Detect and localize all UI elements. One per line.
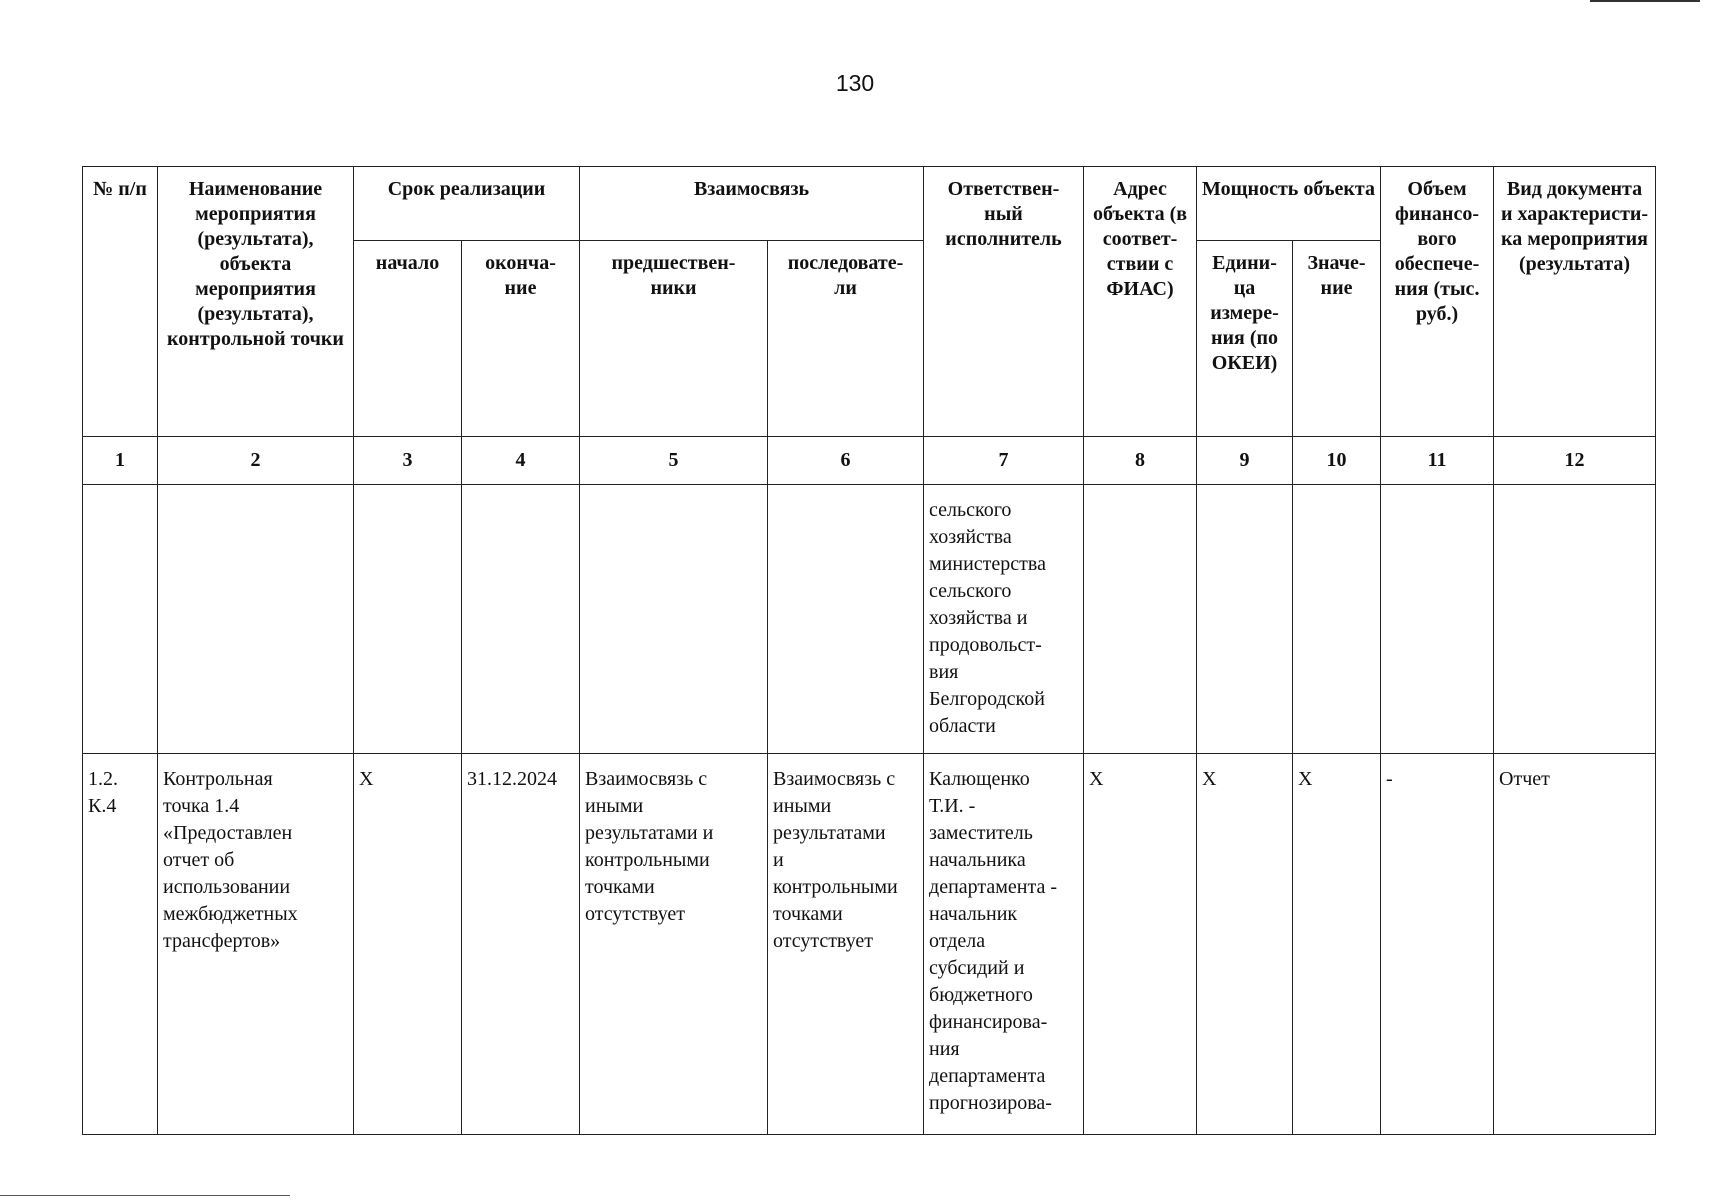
- cell-start: Х: [354, 754, 462, 1135]
- column-number: 6: [768, 437, 924, 485]
- header-relation-next: последовате- ли: [768, 241, 924, 437]
- top-rule: [1590, 0, 1700, 2]
- cell-finance: [1381, 485, 1494, 754]
- cell-finance: -: [1381, 754, 1494, 1135]
- cell-next: [768, 485, 924, 754]
- cell-prev: [580, 485, 768, 754]
- column-number: 10: [1293, 437, 1381, 485]
- column-number: 5: [580, 437, 768, 485]
- cell-end: [462, 485, 580, 754]
- cell-address: Х: [1084, 754, 1197, 1135]
- cell-doc: Отчет: [1494, 754, 1656, 1135]
- header-doc: Вид документа и характеристи- ка мероприятия (результата): [1494, 167, 1656, 437]
- column-number: 9: [1197, 437, 1293, 485]
- header-address: Адрес объекта (в соответ- ствии с ФИАС): [1084, 167, 1197, 437]
- header-term-end: оконча- ние: [462, 241, 580, 437]
- column-number: 1: [83, 437, 158, 485]
- header-term: Срок реализации: [354, 167, 580, 241]
- header-name: Наименование мероприятия (результата), объекта мероприятия (результата), контрольной точки: [158, 167, 354, 437]
- cell-doc: [1494, 485, 1656, 754]
- page-number: 130: [835, 70, 875, 96]
- column-number: 3: [354, 437, 462, 485]
- table-row-control-point: [83, 754, 1656, 1135]
- cell-responsible: Калющенко Т.И. - заместитель начальника департамента - начальник отдела субсидий и бюджетного финансирова- ния департамента прогнозирова-: [924, 754, 1084, 1135]
- header-row-1: [83, 167, 1656, 241]
- cell-responsible: сельского хозяйства министерства сельского хозяйства и продовольст- вия Белгородской области: [924, 485, 1084, 754]
- header-num: № п/п: [83, 167, 158, 437]
- header-relation-prev: предшествен- ники: [580, 241, 768, 437]
- cell-prev: Взаимосвязь с иными результатами и контрольными точками отсутствует: [580, 754, 768, 1135]
- column-number: 4: [462, 437, 580, 485]
- bottom-rule: [0, 1195, 290, 1196]
- header-capacity-value: Значе- ние: [1293, 241, 1381, 437]
- header-finance: Объем финансо- вого обеспече- ния (тыс. руб.): [1381, 167, 1494, 437]
- cell-name: [158, 485, 354, 754]
- header-term-start: начало: [354, 241, 462, 437]
- cell-unit: [1197, 485, 1293, 754]
- header-capacity: Мощность объекта: [1197, 167, 1381, 241]
- cell-unit: Х: [1197, 754, 1293, 1135]
- column-number: 8: [1084, 437, 1197, 485]
- column-number-row: [83, 437, 1656, 485]
- plan-table: [82, 166, 1656, 1135]
- header-relation: Взаимосвязь: [580, 167, 924, 241]
- cell-num: [83, 485, 158, 754]
- table-row-continuation: [83, 485, 1656, 754]
- cell-value: [1293, 485, 1381, 754]
- cell-next: Взаимосвязь с иными результатами и контрольными точками отсутствует: [768, 754, 924, 1135]
- column-number: 11: [1381, 437, 1494, 485]
- cell-value: Х: [1293, 754, 1381, 1135]
- column-number: 12: [1494, 437, 1656, 485]
- cell-address: [1084, 485, 1197, 754]
- column-number: 2: [158, 437, 354, 485]
- column-number: 7: [924, 437, 1084, 485]
- header-responsible: Ответствен- ный исполнитель: [924, 167, 1084, 437]
- cell-start: [354, 485, 462, 754]
- cell-end: 31.12.2024: [462, 754, 580, 1135]
- header-capacity-unit: Едини- ца измере- ния (по ОКЕИ): [1197, 241, 1293, 437]
- cell-name: Контрольная точка 1.4 «Предоставлен отчет об использовании межбюджетных трансфертов»: [158, 754, 354, 1135]
- cell-num: 1.2. К.4: [83, 754, 158, 1135]
